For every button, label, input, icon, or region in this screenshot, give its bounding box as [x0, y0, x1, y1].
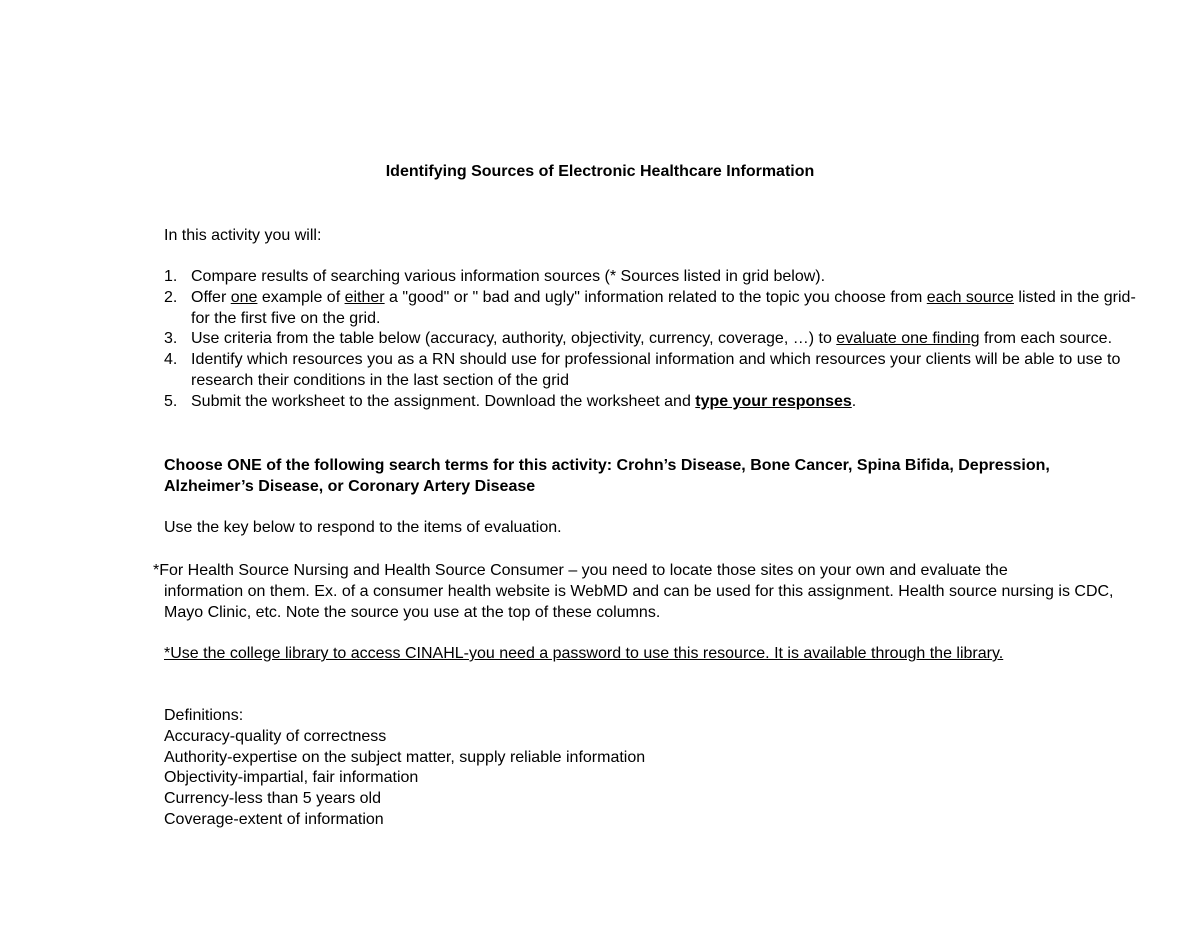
step-text: Submit the worksheet to the assignment. Download the worksheet and	[191, 392, 696, 410]
list-item	[164, 267, 1154, 288]
list-item	[164, 329, 1154, 350]
activity-steps-list	[164, 267, 1154, 413]
definition-item: Currency-less than 5 years old	[164, 790, 381, 808]
definitions-section	[164, 706, 645, 831]
step-text: Identify which resources you as a RN should use for professional information and which resources your clients will be able to use to research their conditions in the last section of the grid	[191, 351, 1121, 389]
definitions-heading: Definitions:	[164, 707, 244, 724]
step-text: .	[851, 392, 857, 410]
list-number: 3.	[164, 330, 178, 348]
bold-underlined-text: type your responses	[695, 392, 852, 410]
definition-item: Accuracy-quality of correctness	[164, 727, 387, 745]
underlined-text: each source	[926, 288, 1014, 306]
health-source-note	[153, 561, 1143, 623]
list-number: 5.	[164, 392, 178, 410]
library-note: *Use the college library to access CINAHL-you need a password to use this resource. It is available through the library.	[164, 645, 1004, 662]
definition-item: Objectivity-impartial, fair information	[164, 769, 419, 787]
note-rest: information on them. Ex. of a consumer health website is WebMD and can be used for this assignment. Health source nursing is CDC, Mayo Clinic, etc. Note the source you use at the top of these columns.	[164, 582, 1114, 621]
note-first-line: *For Health Source Nursing and Health Source Consumer – you need to locate those sites on your own and evaluate the	[153, 562, 1008, 579]
underlined-text: evaluate one finding	[836, 330, 980, 348]
intro-text: In this activity you will:	[164, 227, 322, 244]
list-number: 4.	[164, 351, 178, 369]
step-text: Offer	[191, 288, 231, 306]
key-instruction: Use the key below to respond to the items of evaluation.	[164, 519, 562, 536]
step-text: Use criteria from the table below (accuracy, authority, objectivity, currency, coverage, …) to	[191, 330, 837, 348]
step-text: a "good" or " bad and ugly" information related to the topic you choose from	[384, 288, 927, 306]
definition-item: Coverage-extent of information	[164, 810, 384, 828]
list-item	[164, 350, 1154, 392]
list-item	[164, 288, 1154, 330]
definition-item: Authority-expertise on the subject matter, supply reliable information	[164, 748, 646, 766]
list-number: 2.	[164, 288, 178, 306]
step-text: listed in the grid-for the first five on the grid.	[191, 288, 1136, 327]
underlined-text: either	[344, 288, 385, 306]
list-number: 1.	[164, 268, 178, 285]
underlined-text: one	[230, 288, 258, 306]
page-title: Identifying Sources of Electronic Healthcare Information	[385, 163, 815, 180]
list-item	[164, 392, 1154, 413]
step-text: from each source.	[979, 330, 1113, 348]
search-terms-instruction: Choose ONE of the following search terms for this activity: Crohn’s Disease, Bone Cancer, Spina Bifida, Depression, Alzheimer’s Disease, or Coronary Artery Disease	[164, 457, 1050, 495]
step-text: example of	[257, 288, 345, 306]
step-text: Compare results of searching various information sources (* Sources listed in grid below).	[191, 268, 826, 285]
